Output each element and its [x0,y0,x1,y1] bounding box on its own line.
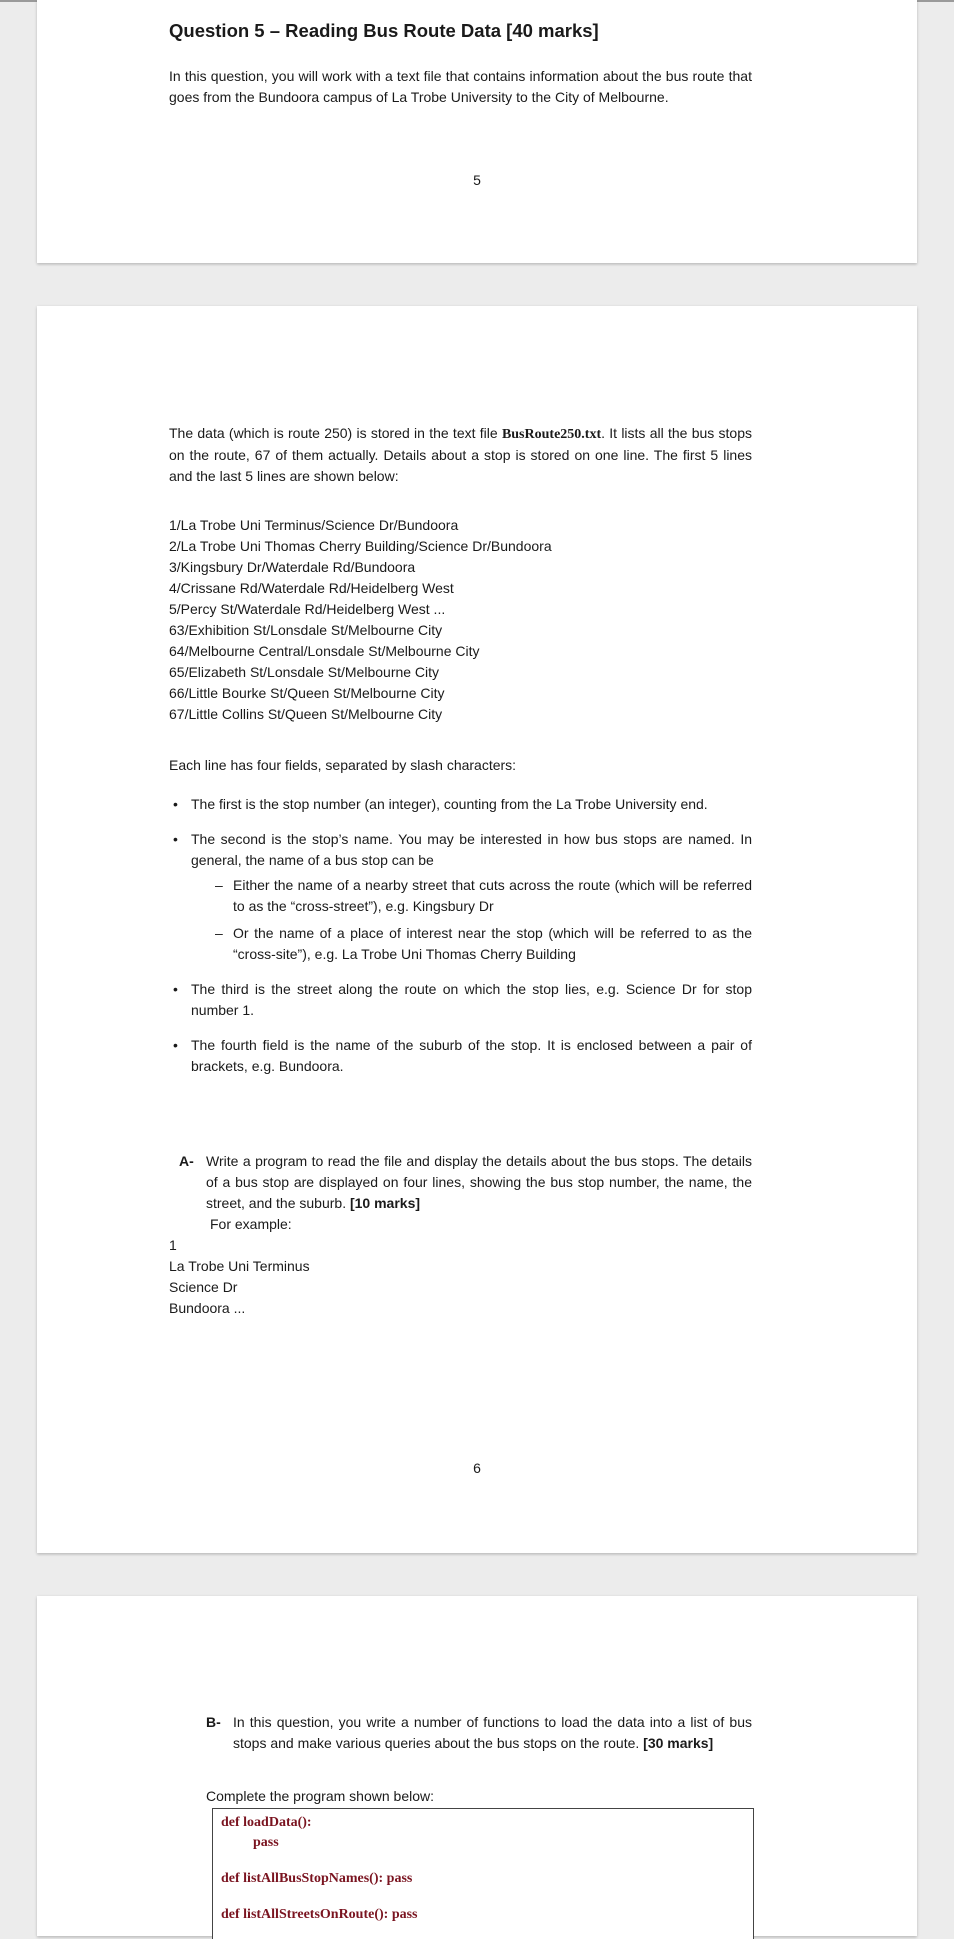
page-number: 6 [473,1460,481,1476]
example-label: For example: [210,1216,292,1232]
sample-line: 4/Crissane Rd/Waterdale Rd/Heidelberg West [169,580,454,596]
example-line: 1 [169,1237,177,1253]
code-box [212,1808,754,1939]
field-bullet-4 [169,1035,752,1077]
field-bullet-text: The first is the stop number (an integer), counting from the La Trobe University end. [191,796,708,812]
question-b-text [233,1712,752,1754]
question-a-text [206,1151,752,1214]
field-bullet-text: The second is the stop’s name. You may be interested in how bus stops are named. In general, the name of a bus stop can be [191,831,752,868]
question-a-marks: [10 marks] [349,1195,421,1211]
example-output [169,1235,310,1319]
complete-instruction: Complete the program shown below: [206,1788,435,1804]
fields-list [169,794,752,1091]
naming-option-cross-street: – Either the name of a nearby street that cuts across the route (which will be referred to as the “cross-street”), e.g. Kingsbury Dr [191,875,752,917]
sample-line: 65/Elizabeth St/Lonsdale St/Melbourne City [169,664,440,680]
question-a-body: Write a program to read the file and display the details about the bus stops. The details of a bus stop are displayed on four lines, showing the bus stop number, the name, the street, and the suburb. [206,1153,752,1211]
example-line: Science Dr [169,1279,238,1295]
intro-paragraph: In this question, you will work with a text file that contains information about the bus route that goes from the Bundoora campus of La Trobe University to the City of Melbourne. [169,68,752,105]
data-file-name: BusRoute250.txt [501,427,602,442]
data-para-before: The data (which is route 250) is stored in the text file [169,425,502,441]
field-bullet-1 [169,794,752,815]
example-line: La Trobe Uni Terminus [169,1258,310,1274]
sample-lines [169,515,552,725]
field-bullet-3 [169,979,752,1021]
question-b-body: In this question, you write a number of functions to load the data into a list of bus stops and make various queries about the bus stops on the route. [233,1714,752,1751]
sample-line: 1/La Trobe Uni Terminus/Science Dr/Bundoora [169,517,459,533]
sample-line: 3/Kingsbury Dr/Waterdale Rd/Bundoora [169,559,416,575]
data-paragraph [169,423,752,487]
sample-line: 66/Little Bourke St/Queen St/Melbourne City [169,685,445,701]
code-line: def listAllBusStopNames(): pass [221,1871,413,1886]
field-bullet-text: The third is the street along the route on which the stop lies, e.g. Science Dr for stop number 1. [191,981,752,1018]
field-bullet-text: The fourth field is the name of the suburb of the stop. It is enclosed between a pair of brackets, e.g. Bundoora. [191,1037,752,1074]
data-para-after: . It lists all the bus stops on the route, 67 of them actually. Details about a stop is stored on one line. The first 5 lines and the last 5 lines are shown below: [169,425,753,484]
page-number: 5 [473,172,481,188]
naming-options [191,875,752,965]
field-bullet-2 [169,829,752,965]
sample-line: 67/Little Collins St/Queen St/Melbourne City [169,706,443,722]
sample-line: 64/Melbourne Central/Lonsdale St/Melbourne City [169,643,480,659]
naming-option-cross-site: – Or the name of a place of interest near the stop (which will be referred to as the “cross-site”), e.g. La Trobe Uni Thomas Cherry Building [191,923,752,965]
code-line: pass [253,1835,279,1850]
question-b-marks: [30 marks] [643,1735,714,1751]
sample-line: 63/Exhibition St/Lonsdale St/Melbourne City [169,622,443,638]
question-a-label: A- [179,1153,194,1169]
code-line: def loadData(): [221,1815,312,1830]
sample-line: 5/Percy St/Waterdale Rd/Heidelberg West ... [169,601,446,617]
code-line: def listAllStreetsOnRoute(): pass [221,1907,418,1922]
example-line: Bundoora ... [169,1300,246,1316]
sample-line: 2/La Trobe Uni Thomas Cherry Building/Science Dr/Bundoora [169,538,552,554]
question-b-label: B- [206,1714,221,1730]
question-title: Question 5 – Reading Bus Route Data [40 marks] [169,20,599,41]
fields-intro: Each line has four fields, separated by slash characters: [169,757,517,773]
